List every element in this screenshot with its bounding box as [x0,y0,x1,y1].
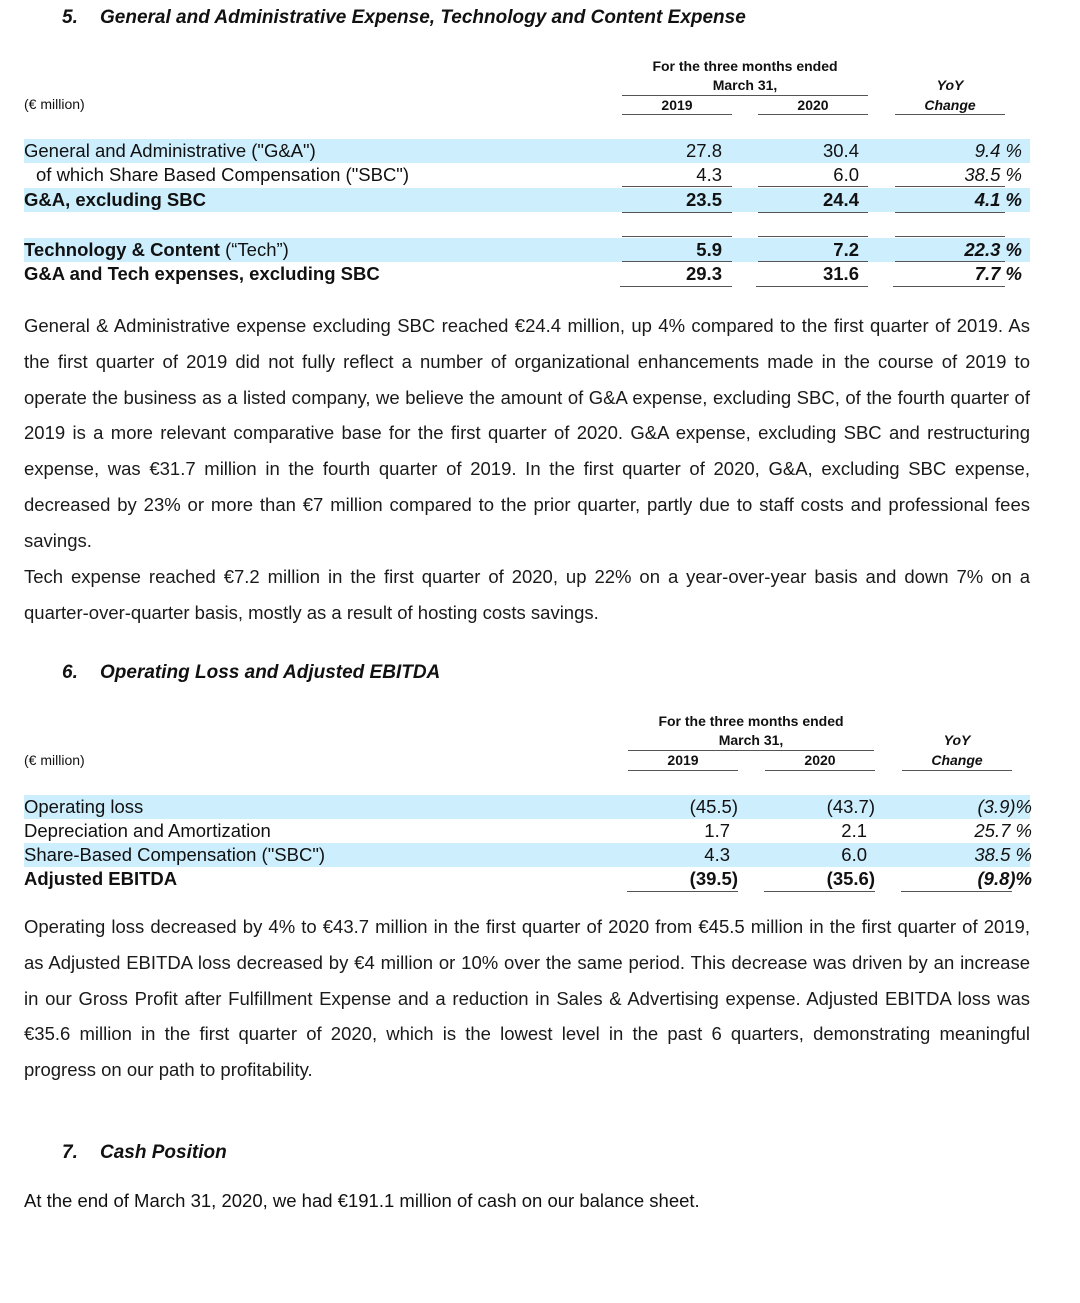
section-number: 5. [62,7,78,28]
section-number: 6. [62,662,78,683]
section-5-heading [62,7,962,31]
value-2020: 6.0 [833,164,859,185]
value-2019: (45.5) [689,796,738,817]
value-yoy: 9.4 % [974,140,1022,161]
table-row [24,163,1030,187]
section-title: Operating Loss and Adjusted EBITDA [100,662,441,683]
section-6-heading [62,662,962,686]
value-2020: 7.2 [833,239,859,260]
section-title: Cash Position [100,1142,227,1163]
paragraph-cash: At the end of March 31, 2020, we had €191.1 million of cash on our balance sheet. [24,1190,700,1211]
table-row [24,139,1030,163]
value-2020: (43.7) [826,796,875,817]
paragraph-operating-loss: Operating loss decreased by 4% to €43.7 million in the first quarter of 2020 from €45.5 million in the first quarter of 2019, as Adjusted EBITDA loss decreased by €4 million or 10% over the same period. This decrease was driven by an increase in our Gross Profit after Fulfillment Expense and a reduction in Sales & Advertising expense. Adjusted EBITDA loss was €35.6 million in the first quarter of 2020, which is the lowest level in the past 6 quarters, demonstrating meaningful progress on our path to profitability. [24,916,1030,1081]
rule [758,212,868,213]
rule [627,891,738,892]
paragraph-tech: Tech expense reached €7.2 million in the first quarter of 2020, up 22% on a year-over-year basis and down 7% on a quarter-over-quarter basis, mostly as a result of hosting costs savings. [24,566,1030,623]
value-2019: 1.7 [704,820,730,841]
table-row [24,819,1030,843]
section-7-heading [62,1142,562,1166]
value-yoy: 22.3 % [964,239,1022,260]
table-row-total [24,867,1030,891]
row-label: G&A and Tech expenses, excluding SBC [24,263,380,284]
yoy-header-line2: Change [902,751,1012,771]
value-2019: 23.5 [685,189,722,210]
table-row [24,843,1030,867]
value-2019: 29.3 [685,263,722,284]
row-label: General and Administrative ("G&A") [24,140,316,161]
row-label: G&A, excluding SBC [24,189,206,210]
row-label: Depreciation and Amortization [24,820,271,841]
value-yoy: 7.7 % [974,263,1022,284]
row-label: Adjusted EBITDA [24,868,178,889]
col-header-2019: 2019 [628,751,738,771]
table-row-subtotal [24,188,1030,212]
col-header-2020: 2020 [758,96,868,115]
section-number: 7. [62,1142,78,1163]
row-label: Share-Based Compensation ("SBC") [24,844,326,865]
row-label: Operating loss [24,796,144,817]
value-2020: (35.6) [826,868,875,889]
row-label: of which Share Based Compensation ("SBC") [36,164,410,185]
value-2019: 5.9 [696,239,722,260]
unit-label: (€ million) [24,96,85,112]
rule [622,186,732,187]
rule [758,186,868,187]
row-label-bold: Technology & Content [24,239,220,260]
value-yoy: 4.1 % [974,189,1022,210]
rule [620,286,732,287]
period-header [622,57,868,76]
period-header-line2: March 31, [622,76,868,96]
period-header-line1: For the three months ended [658,713,844,729]
value-yoy: 38.5 % [964,164,1022,185]
value-2020: 30.4 [822,140,859,161]
row-label-rest: (“Tech”) [219,239,289,260]
value-yoy: 25.7 % [974,820,1032,841]
table-row [24,238,1030,262]
rule [901,891,1012,892]
table-row-total [24,262,1030,286]
rule [622,236,732,237]
value-yoy: (3.9)% [977,796,1032,817]
row-label [24,238,289,262]
rule [893,286,1005,287]
value-2020: 24.4 [822,189,859,210]
rule [895,186,1005,187]
value-2019: 4.3 [704,844,730,865]
value-2019: 4.3 [696,164,722,185]
value-2020: 2.1 [841,820,867,841]
paragraph-ga: General & Administrative expense excluding SBC reached €24.4 million, up 4% compared to the first quarter of 2019. As the first quarter of 2019 did not fully reflect a number of organizational enhancements made in the course of 2019 to operate the business as a listed company, we believe the amount of G&A expense, excluding SBC, of the fourth quarter of 2019 is a more relevant comparative base for the first quarter of 2020. G&A expense, excluding SBC and restructuring expense, was €31.7 million in the fourth quarter of 2019. In the first quarter of 2020, G&A, excluding SBC expense, decreased by 23% or more than €7 million compared to the prior quarter, partly due to staff costs and professional fees savings. [24,315,1030,551]
value-2019: 27.8 [685,140,722,161]
value-yoy: (9.8)% [977,868,1032,889]
rule [622,212,732,213]
rule [764,891,875,892]
yoy-header-line2: Change [895,96,1005,115]
rule [756,286,868,287]
section-title: General and Administrative Expense, Technology and Content Expense [100,7,746,28]
unit-label: (€ million) [24,752,85,768]
value-yoy: 38.5 % [974,844,1032,865]
col-header-2019: 2019 [622,96,732,115]
period-header-line1: For the three months ended [652,58,838,74]
rule [895,236,1005,237]
table-row [24,795,1030,819]
period-header-line2: March 31, [628,731,874,751]
value-2020: 31.6 [822,263,859,284]
yoy-header-line1: YoY [943,732,971,748]
yoy-header-line1: YoY [936,77,964,93]
rule [758,236,868,237]
rule [895,212,1005,213]
value-2020: 6.0 [841,844,867,865]
value-2019: (39.5) [689,868,738,889]
col-header-2020: 2020 [765,751,875,771]
